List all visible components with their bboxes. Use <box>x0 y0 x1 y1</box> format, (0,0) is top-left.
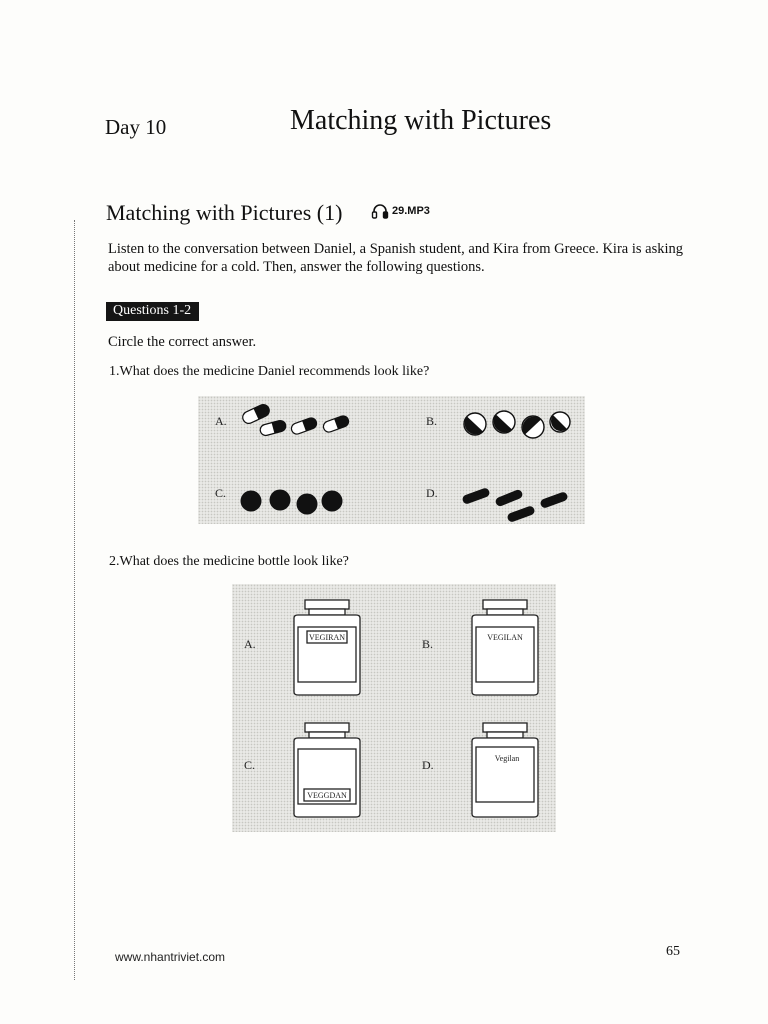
question-1-picture-panel <box>198 396 585 524</box>
question-1-text: 1.What does the medicine Daniel recommends look like? <box>109 364 430 379</box>
instruction-text: Circle the correct answer. <box>108 334 257 350</box>
option-a-bottle <box>294 600 360 695</box>
audio-file-label: 29.MP3 <box>392 205 430 217</box>
bottle-illustrations <box>232 584 556 832</box>
page-binding-edge <box>74 220 78 980</box>
page-title: Matching with Pictures <box>290 105 552 136</box>
section-title: Matching with Pictures (1) <box>106 200 343 225</box>
headphones-icon <box>371 203 389 219</box>
day-label: Day 10 <box>105 115 167 139</box>
intro-paragraph: Listen to the conversation between Daniel, a Spanish student, and Kira from Greece. Kira is asking about medicine for a cold. Then, answer the following questions. <box>108 241 683 275</box>
option-b-letter[interactable]: B. <box>426 414 438 428</box>
option-d-letter[interactable]: D. <box>426 486 438 500</box>
option-a-letter[interactable]: A. <box>215 414 227 428</box>
option-a-letter[interactable]: A. <box>244 637 256 651</box>
page-number: 65 <box>666 944 680 959</box>
question-2-picture-panel <box>232 584 556 832</box>
footer-url: www.nhantriviet.com <box>115 950 226 964</box>
option-d-letter[interactable]: D. <box>422 758 434 772</box>
option-c-black-pills <box>241 490 343 515</box>
option-c-bottle <box>294 723 360 817</box>
questions-badge: Questions 1-2 <box>106 302 199 321</box>
option-a-capsules <box>241 403 350 437</box>
bottle-a-label: VEGIRAN <box>309 633 345 642</box>
bottle-c-label: VEGGDAN <box>307 791 347 800</box>
option-b-letter[interactable]: B. <box>422 637 434 651</box>
option-d-long-tablets <box>461 487 568 523</box>
bottle-b-label: VEGILAN <box>487 633 523 642</box>
option-c-letter[interactable]: C. <box>215 486 227 500</box>
audio-track <box>371 203 430 219</box>
option-b-bottle <box>472 600 538 695</box>
pill-illustrations <box>198 396 585 524</box>
question-2-text: 2.What does the medicine bottle look like? <box>109 554 349 569</box>
bottle-d-label: Vegilan <box>494 754 520 763</box>
option-c-letter[interactable]: C. <box>244 758 256 772</box>
option-d-bottle <box>472 723 538 817</box>
option-b-round-pills <box>464 411 570 438</box>
